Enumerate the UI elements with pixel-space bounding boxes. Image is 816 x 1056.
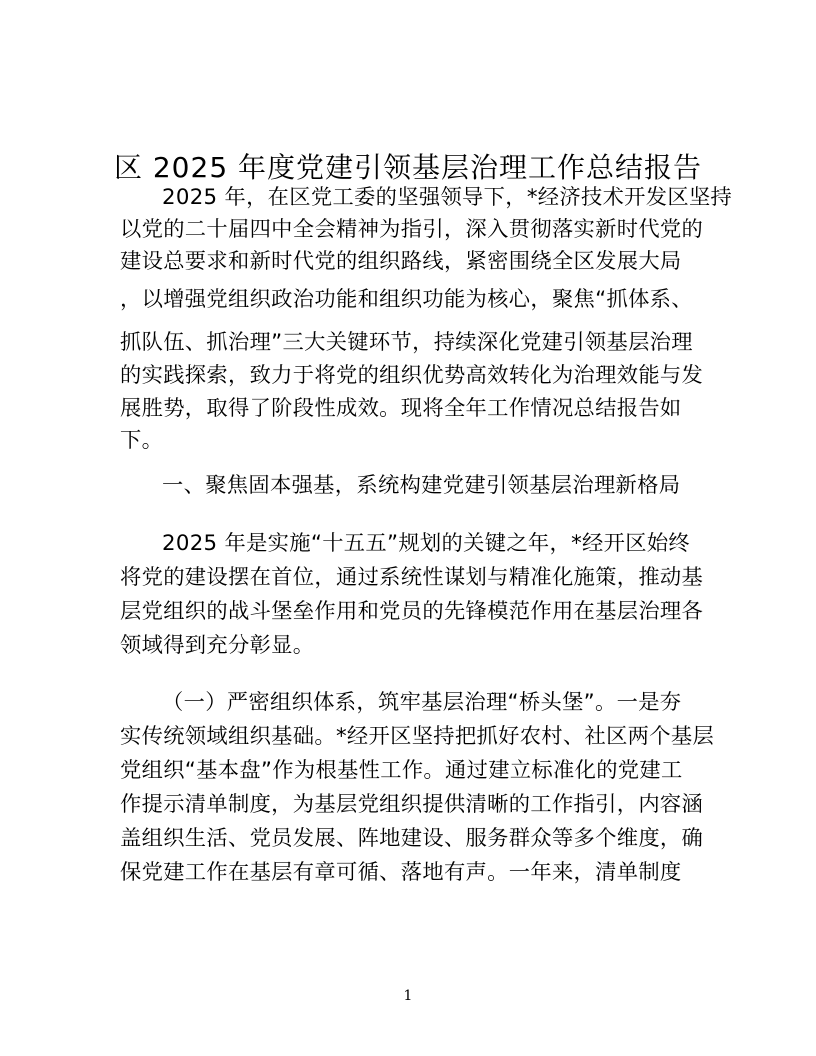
intro-line-7: 展胜势，取得了阶段性成效。现将全年工作情况总结报告如	[120, 396, 682, 421]
subsection-line-1: （一）严密组织体系，筑牢基层治理“桥头堡”。一是夯	[162, 690, 682, 715]
section1-line-1: 2025 年是实施“十五五”规划的关键之年，*经开区始终	[162, 531, 691, 556]
intro-line-4: ，以增强党组织政治功能和组织功能为核心，聚焦“抓体系、	[120, 287, 693, 312]
section1-line-3: 层党组织的战斗堡垒作用和党员的先锋模范作用在基层治理各	[120, 599, 704, 624]
intro-line-3: 建设总要求和新时代党的组织路线，紧密围绕全区发展大局	[120, 249, 682, 274]
document-title: 区 2025 年度党建引领基层治理工作总结报告	[113, 151, 703, 184]
subsection-line-2: 实传统领域组织基础。*经开区坚持把抓好农村、社区两个基层	[120, 724, 715, 749]
subsection-line-5: 盖组织生活、党员发展、阵地建设、服务群众等多个维度，确	[120, 826, 704, 851]
intro-line-1: 2025 年，在区党工委的坚强领导下，*经济技术开发区坚持	[162, 185, 733, 210]
intro-line-6: 的实践探索，致力于将党的组织优势高效转化为治理效能与发	[120, 363, 704, 388]
intro-line-2: 以党的二十届四中全会精神为指引，深入贯彻落实新时代党的	[120, 217, 704, 242]
subsection-line-3: 党组织“基本盘”作为根基性工作。通过建立标准化的党建工	[120, 758, 683, 783]
intro-line-5: 抓队伍、抓治理”三大关键环节，持续深化党建引领基层治理	[120, 330, 693, 355]
subsection-line-6: 保党建工作在基层有章可循、落地有声。一年来，清单制度	[120, 860, 682, 885]
page-number: 1	[403, 988, 413, 1004]
subsection-line-4: 作提示清单制度，为基层党组织提供清晰的工作指引，内容涵	[120, 792, 704, 817]
section1-line-2: 将党的建设摆在首位，通过系统性谋划与精准化施策，推动基	[120, 565, 704, 590]
section-heading: 一、聚焦固本强基，系统构建党建引领基层治理新格局	[162, 473, 681, 498]
section1-line-4: 领域得到充分彰显。	[120, 633, 315, 658]
intro-line-8: 下。	[120, 428, 164, 453]
